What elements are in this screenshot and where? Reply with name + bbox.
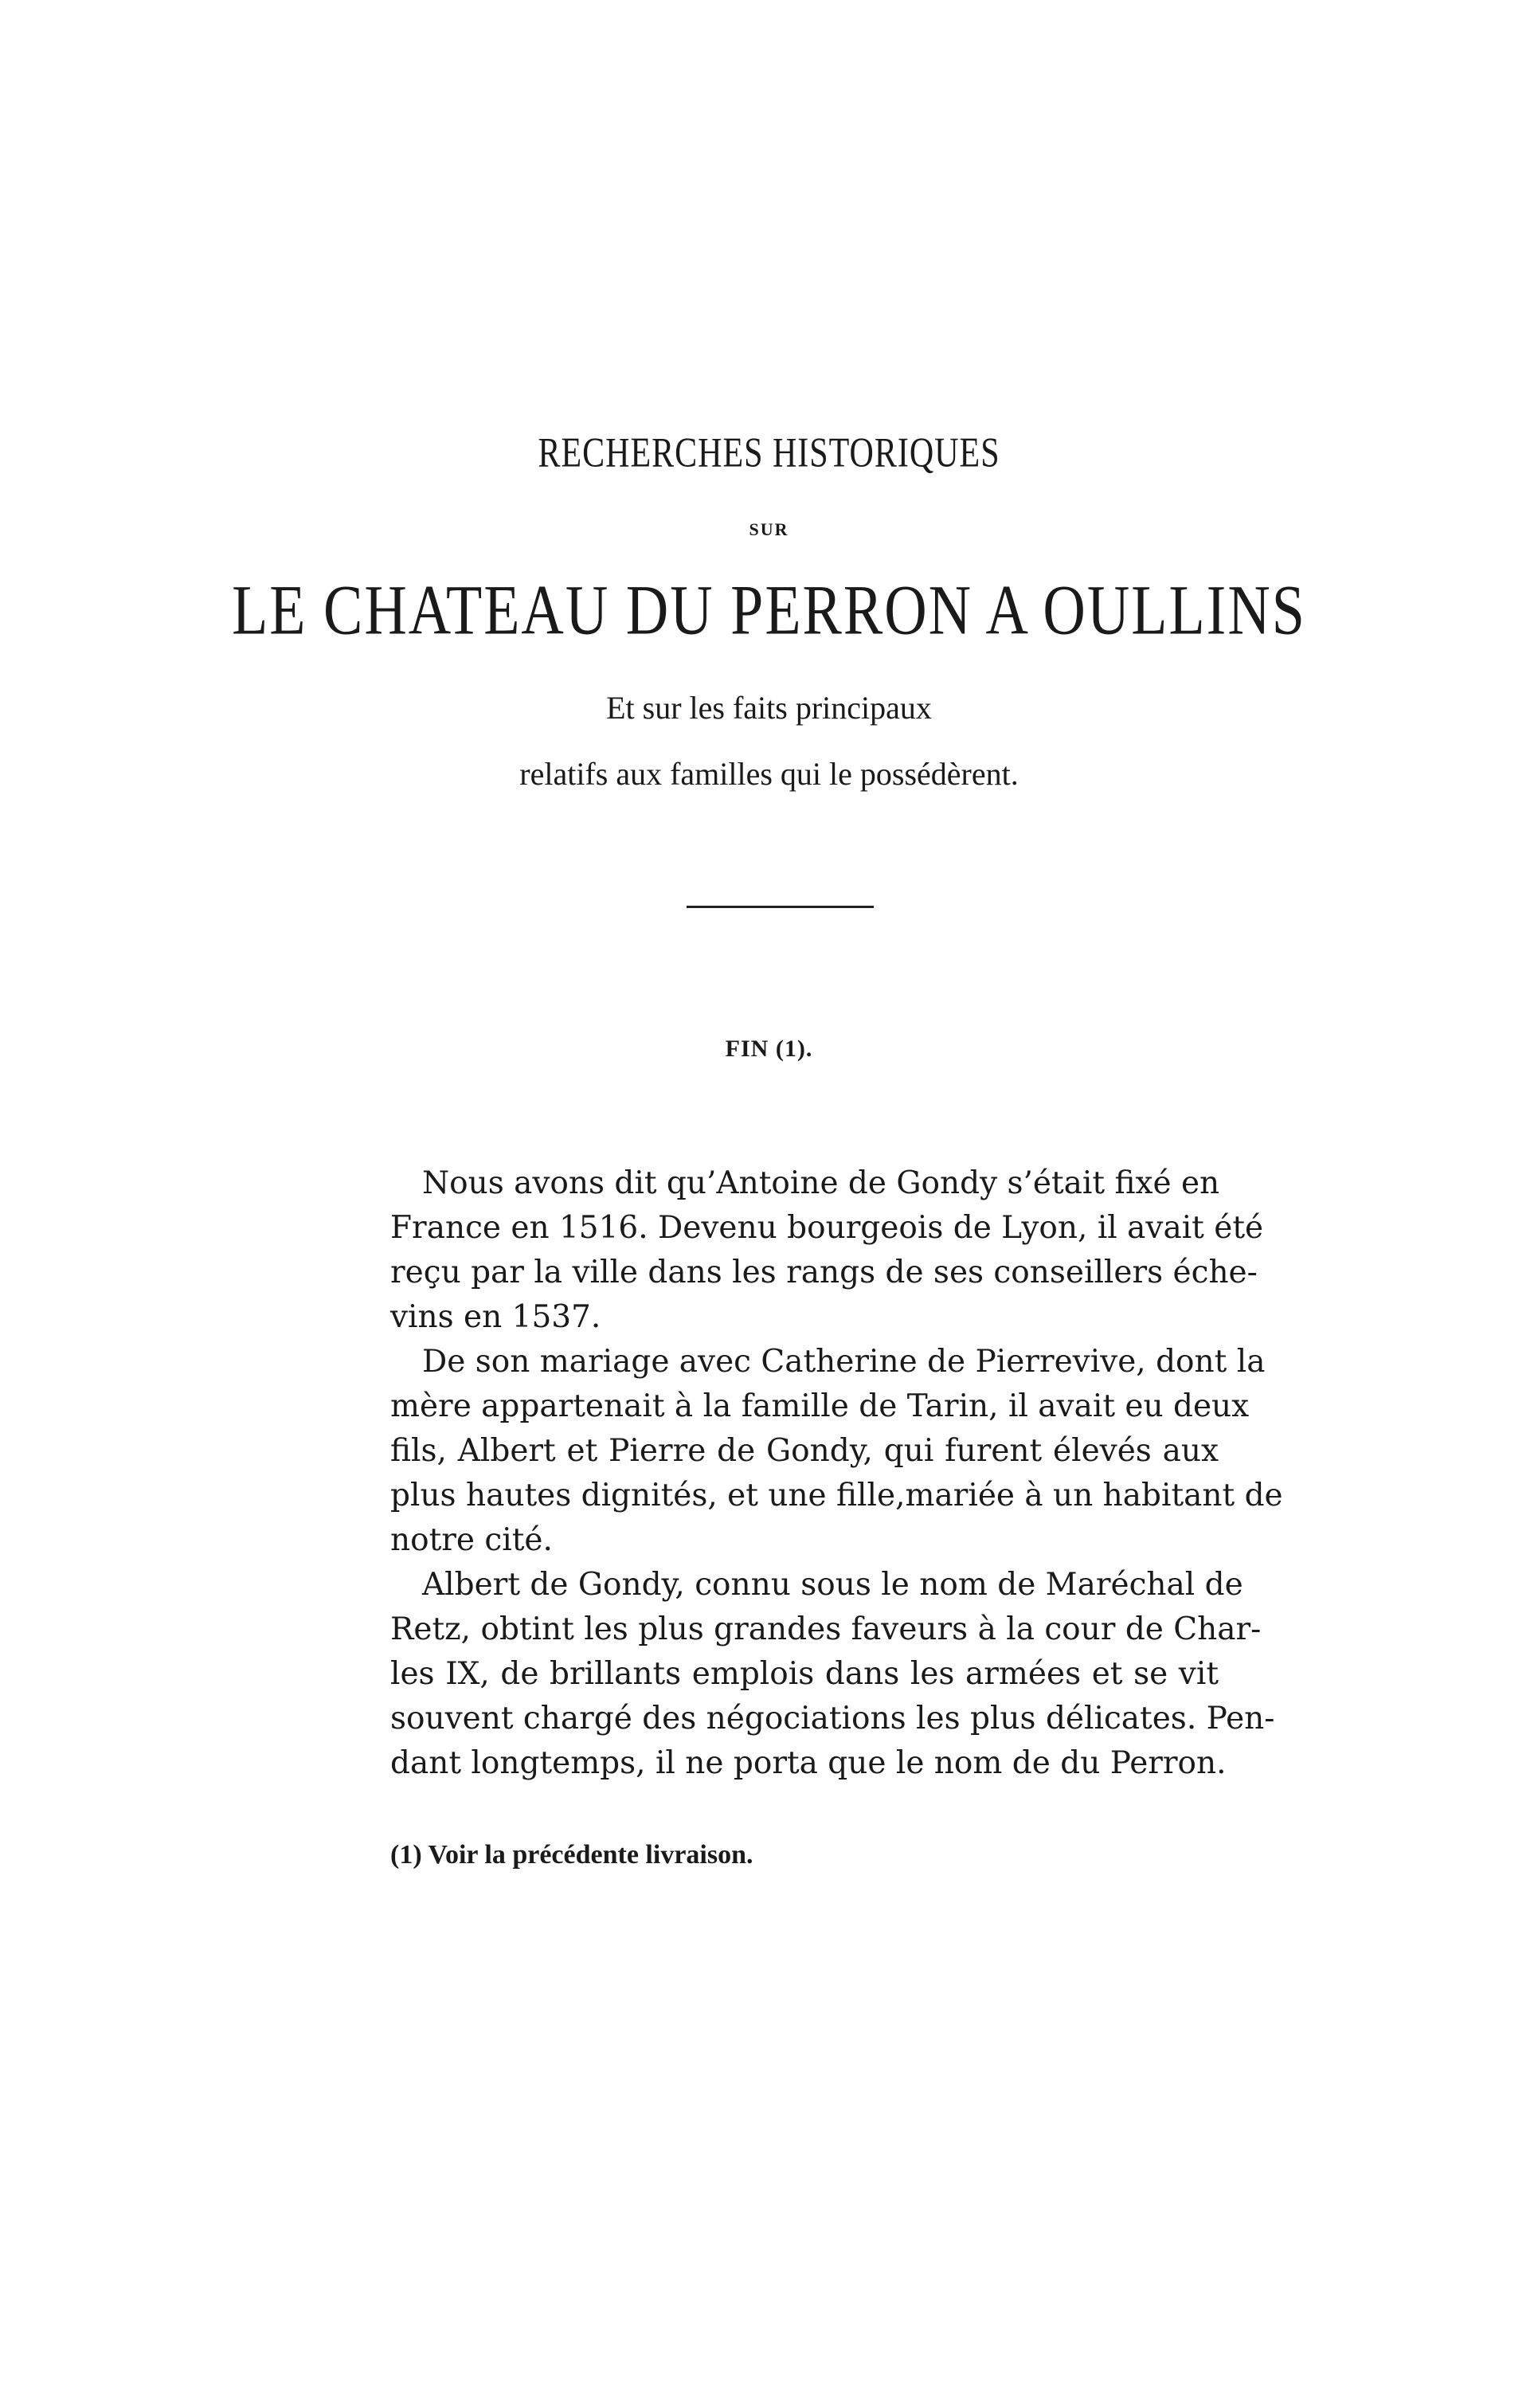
section-marker: FIN (1). xyxy=(725,1036,813,1062)
text-line: Albert de Gondy, connu sous le nom de Maréchal de xyxy=(422,1567,1243,1603)
footnote: (1) Voir la précédente livraison. xyxy=(390,1840,753,1870)
text-line: notre cité. xyxy=(390,1522,553,1558)
text-line: France en 1516. Devenu bourgeois de Lyon, il avait été xyxy=(390,1210,1264,1246)
text-line: plus hautes dignités, et une fille,mariée à un habitant de xyxy=(390,1478,1283,1513)
text-line: mère appartenait à la famille de Tarin, il avait eu deux xyxy=(390,1388,1250,1424)
text-line: De son mariage avec Catherine de Pierrevive, dont la xyxy=(422,1344,1266,1380)
subtitle-line-2: relatifs aux familles qui le possédèrent. xyxy=(519,756,1019,792)
kicker-heading: RECHERCHES HISTORIQUES xyxy=(538,430,1000,476)
text-line: fils, Albert et Pierre de Gondy, qui furent élevés aux xyxy=(390,1433,1219,1469)
text-line: vins en 1537. xyxy=(390,1299,601,1335)
text-line: les IX, de brillants emplois dans les armées et se vit xyxy=(390,1656,1219,1692)
connector-word: SUR xyxy=(749,519,789,539)
text-line: Nous avons dit qu’Antoine de Gondy s’était fixé en xyxy=(422,1165,1220,1201)
divider-rule xyxy=(687,906,874,908)
subtitle-line-1: Et sur les faits principaux xyxy=(606,690,932,726)
text-line: reçu par la ville dans les rangs de ses conseillers éche- xyxy=(390,1255,1258,1290)
body-text xyxy=(390,1161,1283,1786)
paragraph-1 xyxy=(390,1161,1264,1340)
text-line: Retz, obtint les plus grandes faveurs à la cour de Char- xyxy=(390,1611,1262,1647)
paragraph-3 xyxy=(390,1563,1275,1786)
text-line: dant longtemps, il ne porta que le nom de du Perron. xyxy=(390,1745,1227,1781)
text-line: souvent chargé des négociations les plus délicates. Pen- xyxy=(390,1701,1275,1737)
paragraph-2 xyxy=(390,1340,1283,1563)
page-title: LE CHATEAU DU PERRON A OULLINS xyxy=(232,571,1306,651)
